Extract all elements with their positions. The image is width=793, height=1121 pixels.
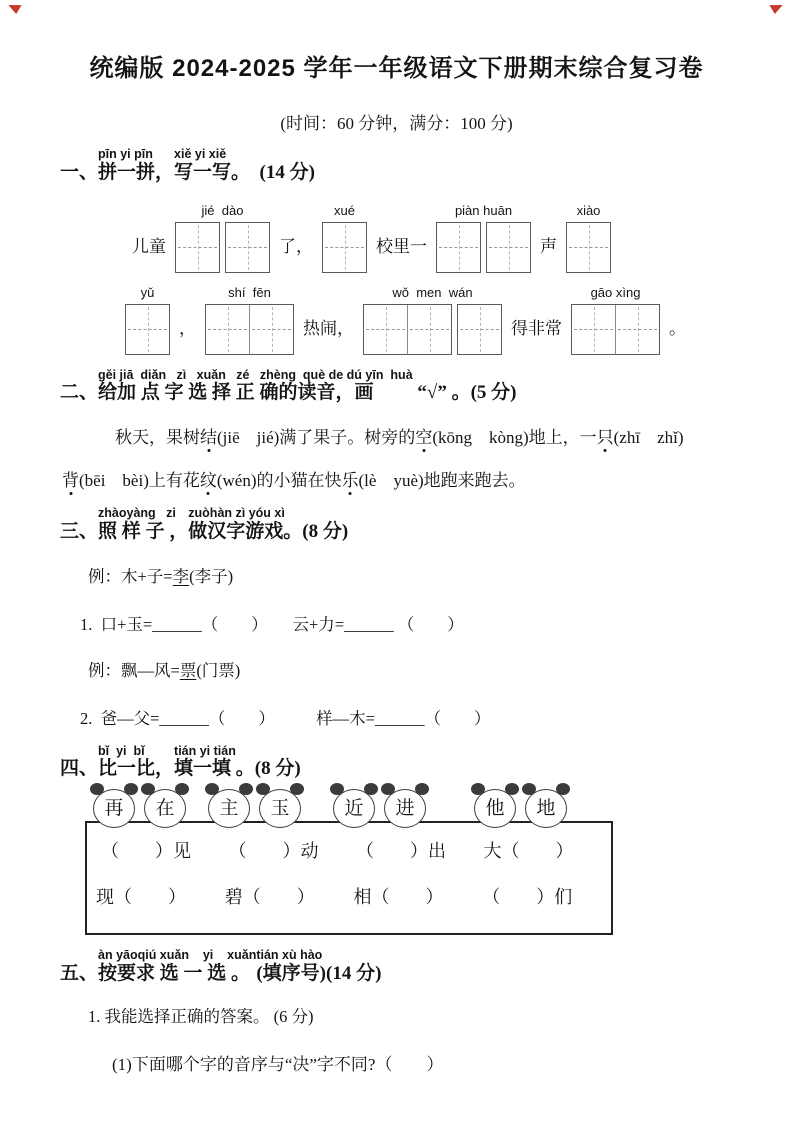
fill-blank-row-2 xyxy=(87,883,611,909)
tianzige-cell[interactable] xyxy=(458,305,501,354)
section3-title xyxy=(98,507,302,544)
tianzige-cell[interactable] xyxy=(407,305,451,354)
section1-number: 一、 xyxy=(60,161,99,183)
tianzige-cell[interactable] xyxy=(615,305,659,354)
panda-char: 再 xyxy=(104,798,124,820)
pinyin-label: zhàoyàng zi xyxy=(98,505,176,520)
emphasized-char: 结 xyxy=(200,428,217,448)
panda-char: 玉 xyxy=(270,798,290,820)
tianzige-cell[interactable] xyxy=(206,305,249,354)
panda-icon xyxy=(474,789,516,828)
panda-icon xyxy=(525,789,567,828)
panda-pair xyxy=(208,789,301,828)
pinyin-label: xuǎn yi xuǎn xyxy=(159,948,257,963)
header-hanzi: 照 样 子 ， xyxy=(98,520,189,542)
pinyin-label: xué xyxy=(334,202,355,218)
text-run: (kōng kòng)地上，一 xyxy=(432,428,597,448)
fill-blank-box xyxy=(85,821,613,935)
section4-header xyxy=(60,745,793,782)
pinyin-label: piàn huān xyxy=(454,202,513,218)
header-hanzi: 比一比， xyxy=(98,758,175,780)
section5-number: 五、 xyxy=(60,962,99,984)
panda-char: 地 xyxy=(536,798,556,820)
write-box-group xyxy=(566,203,611,273)
tianzige-box[interactable] xyxy=(175,222,220,273)
fill-blank-item[interactable]: 大（ ） xyxy=(483,841,574,862)
tianzige-cell[interactable] xyxy=(249,305,293,354)
section3-number: 三、 xyxy=(60,520,99,542)
header-word-group xyxy=(160,949,257,986)
header-word-group xyxy=(98,949,160,986)
section1-score: (14 分) xyxy=(250,161,315,183)
underlined-char: 李 xyxy=(172,566,190,586)
text-run: (门票) xyxy=(196,661,241,681)
passage-line-1 xyxy=(115,427,793,450)
panda-char: 他 xyxy=(485,798,505,820)
grid-row-text: 了， xyxy=(279,236,313,256)
panda-char: 在 xyxy=(155,798,175,820)
fill-blank-item[interactable]: （ ）见 xyxy=(101,841,191,862)
tianzige-box[interactable] xyxy=(205,304,294,355)
header-word-group xyxy=(174,148,250,185)
write-box-group xyxy=(175,203,270,273)
tianzige-box[interactable] xyxy=(363,304,452,355)
tianzige-cell[interactable] xyxy=(126,305,169,354)
fill-blank-item[interactable]: 碧（ ） xyxy=(224,887,315,908)
header-word-group xyxy=(98,148,174,185)
tianzige-box[interactable] xyxy=(125,304,170,355)
write-box-group xyxy=(363,285,502,355)
write-box-group xyxy=(571,285,660,355)
panda-char: 近 xyxy=(344,798,364,820)
pinyin-label: gěi jiā diǎn zì xuǎn zé zhèng què de dú yīn huà xyxy=(98,367,413,382)
tianzige-box[interactable] xyxy=(436,222,481,273)
fill-blank-item[interactable]: 相（ ） xyxy=(353,887,444,908)
header-word-group xyxy=(98,369,413,406)
header-hanzi: 按要求 xyxy=(98,962,160,984)
header-hanzi: 填一填 。 xyxy=(174,758,255,780)
write-boxes xyxy=(566,222,611,273)
section3-header xyxy=(60,507,793,544)
header-word-group xyxy=(98,507,188,544)
question-line-2[interactable] xyxy=(80,708,793,730)
pinyin-label: àn yāoqiú xyxy=(98,948,157,963)
section1-header xyxy=(60,148,793,185)
write-row-1 xyxy=(126,203,793,273)
pinyin-label: wǒ men wán xyxy=(392,284,473,300)
grid-row-text: 儿童 xyxy=(132,236,166,256)
write-boxes xyxy=(571,304,660,355)
text-run: 2. 爸—父=______（ ） 样—木=______（ ） xyxy=(80,709,491,729)
text-run: (bēi bèi)上有花 xyxy=(79,471,200,491)
header-hanzi: (填序号) xyxy=(256,962,326,984)
grid-row-text: 得非常 xyxy=(511,318,562,338)
write-box-group xyxy=(436,203,531,273)
pinyin-label: xiào xyxy=(576,202,601,218)
panda-icon xyxy=(208,789,250,828)
panda-icon xyxy=(333,789,375,828)
section4-number: 四、 xyxy=(60,758,99,780)
section1-title xyxy=(98,148,250,185)
section5-header xyxy=(60,949,793,986)
section2-title xyxy=(98,369,413,406)
panda-pair xyxy=(93,789,186,828)
header-hanzi: 选 一 选 。 xyxy=(159,962,251,984)
text-run: (李子) xyxy=(189,566,234,586)
pinyin-label: tián yi tián xyxy=(174,743,236,758)
text-run: 秋天，果树 xyxy=(115,428,200,448)
corner-mark-icon xyxy=(768,3,782,15)
section5-title xyxy=(98,949,326,986)
exam-info: (时间：60 分钟，满分：100 分) xyxy=(280,114,513,133)
fill-blank-item[interactable]: （ ）们 xyxy=(482,887,573,908)
text-run: (wén)的小猫在快 xyxy=(216,471,342,491)
tianzige-cell[interactable] xyxy=(572,305,615,354)
text-run: 例：木+子= xyxy=(88,566,173,586)
sub-question-1-1[interactable] xyxy=(112,1054,793,1077)
text-run: (jiē jié)满了果子。树旁的 xyxy=(217,428,416,448)
emphasized-char: 纹 xyxy=(199,471,217,491)
fill-blank-item[interactable]: （ ）动 xyxy=(228,841,319,862)
write-box-group xyxy=(322,203,367,273)
section2-header xyxy=(60,369,793,406)
page-title: 统编版 2024-2025 学年一年级语文下册期末综合复习卷 xyxy=(89,55,704,82)
tianzige-cell[interactable] xyxy=(487,223,530,272)
tianzige-box[interactable] xyxy=(486,222,531,273)
header-hanzi: 做汉字游戏。 xyxy=(188,520,303,542)
example-line-2 xyxy=(88,660,793,682)
write-boxes xyxy=(125,304,170,355)
pinyin-label: jié dào xyxy=(201,202,244,218)
pinyin-label: tián xù hào xyxy=(256,948,323,963)
pinyin-label: shí fēn xyxy=(228,284,271,300)
panda-icon xyxy=(93,789,135,828)
section3-score: (8 分) xyxy=(302,520,349,542)
example-line-1 xyxy=(88,566,793,588)
pinyin-label: pīn yi pīn xyxy=(98,147,153,161)
section2-number: 二、 xyxy=(60,382,99,404)
section4-title xyxy=(98,745,255,782)
header-word-group xyxy=(256,949,326,986)
write-box-group xyxy=(205,285,294,355)
grid-row-text: 声 xyxy=(540,236,557,256)
panda-pair xyxy=(474,789,567,828)
tianzige-box[interactable] xyxy=(457,304,502,355)
panda-word-bank xyxy=(85,789,613,935)
text-run: (zhī zhǐ) xyxy=(613,428,684,448)
tianzige-cell[interactable] xyxy=(437,223,480,272)
tianzige-cell[interactable] xyxy=(226,223,269,272)
write-boxes xyxy=(175,222,270,273)
section2-score: “√” 。(5 分) xyxy=(412,382,517,404)
write-row-2 xyxy=(122,285,793,355)
emphasized-char: 空 xyxy=(415,428,433,448)
fill-blank-item[interactable]: 现（ ） xyxy=(96,887,186,908)
panda-pair xyxy=(333,789,426,828)
header-hanzi: 给加 点 字 选 择 正 确的读音，画 xyxy=(98,382,374,404)
fill-blank-row-1 xyxy=(87,837,611,863)
text-run: 1. 口+玉=______（ ） 云+力=______ （ ） xyxy=(80,614,464,634)
tianzige-box[interactable] xyxy=(571,304,660,355)
write-boxes xyxy=(322,222,367,273)
tianzige-cell[interactable] xyxy=(323,223,366,272)
pinyin-label: xiě yi xiě xyxy=(174,147,227,161)
corner-mark-icon xyxy=(8,3,22,15)
tianzige-cell[interactable] xyxy=(176,223,219,272)
header-word-group xyxy=(188,507,302,544)
header-word-group xyxy=(98,745,174,782)
passage-line-2 xyxy=(62,470,793,493)
panda-icon xyxy=(384,789,426,828)
fill-blank-item[interactable]: （ ）出 xyxy=(356,841,446,862)
panda-char: 进 xyxy=(395,798,415,820)
text-run: 1. 我能选择正确的答案。 (6 分) xyxy=(88,1006,314,1026)
grid-row-text: ， xyxy=(179,318,196,338)
panda-row xyxy=(85,789,613,828)
question-line-1[interactable] xyxy=(80,614,793,636)
header-hanzi: 拼一拼， xyxy=(98,161,175,183)
header-hanzi: 写一写。 xyxy=(174,161,251,183)
write-boxes xyxy=(436,222,531,273)
text-run: (1)下面哪个字的音序与“决”字不同?（ ） xyxy=(112,1054,444,1074)
panda-icon xyxy=(144,789,186,828)
write-boxes xyxy=(205,304,294,355)
header-word-group xyxy=(174,745,255,782)
section4-score: (8 分) xyxy=(254,758,301,780)
write-box-group xyxy=(125,285,170,355)
pinyin-label: bǐ yi bǐ xyxy=(98,743,145,758)
panda-icon xyxy=(259,789,301,828)
text-run: (lè yuè)地跑来跑去。 xyxy=(358,471,526,491)
emphasized-char: 乐 xyxy=(341,471,359,491)
pinyin-label: zuòhàn zì yóu xì xyxy=(188,505,285,520)
grid-row-text: 。 xyxy=(669,318,686,338)
panda-char: 主 xyxy=(219,798,239,820)
grid-row-text: 校里一 xyxy=(376,236,427,256)
tianzige-cell[interactable] xyxy=(567,223,610,272)
pinyin-label: yǔ xyxy=(140,284,155,300)
emphasized-char: 只 xyxy=(596,428,614,448)
sub-question-1 xyxy=(88,1006,793,1028)
tianzige-box[interactable] xyxy=(225,222,270,273)
tianzige-cell[interactable] xyxy=(364,305,407,354)
text-run: 例：飘—风= xyxy=(88,661,180,681)
tianzige-box[interactable] xyxy=(322,222,367,273)
write-boxes xyxy=(363,304,502,355)
grid-row-text: 热闹， xyxy=(303,318,354,338)
pinyin-label: gāo xìng xyxy=(590,284,641,300)
tianzige-box[interactable] xyxy=(566,222,611,273)
section5-score: (14 分) xyxy=(326,962,382,984)
emphasized-char: 背 xyxy=(62,471,79,491)
underlined-char: 票 xyxy=(179,661,197,681)
